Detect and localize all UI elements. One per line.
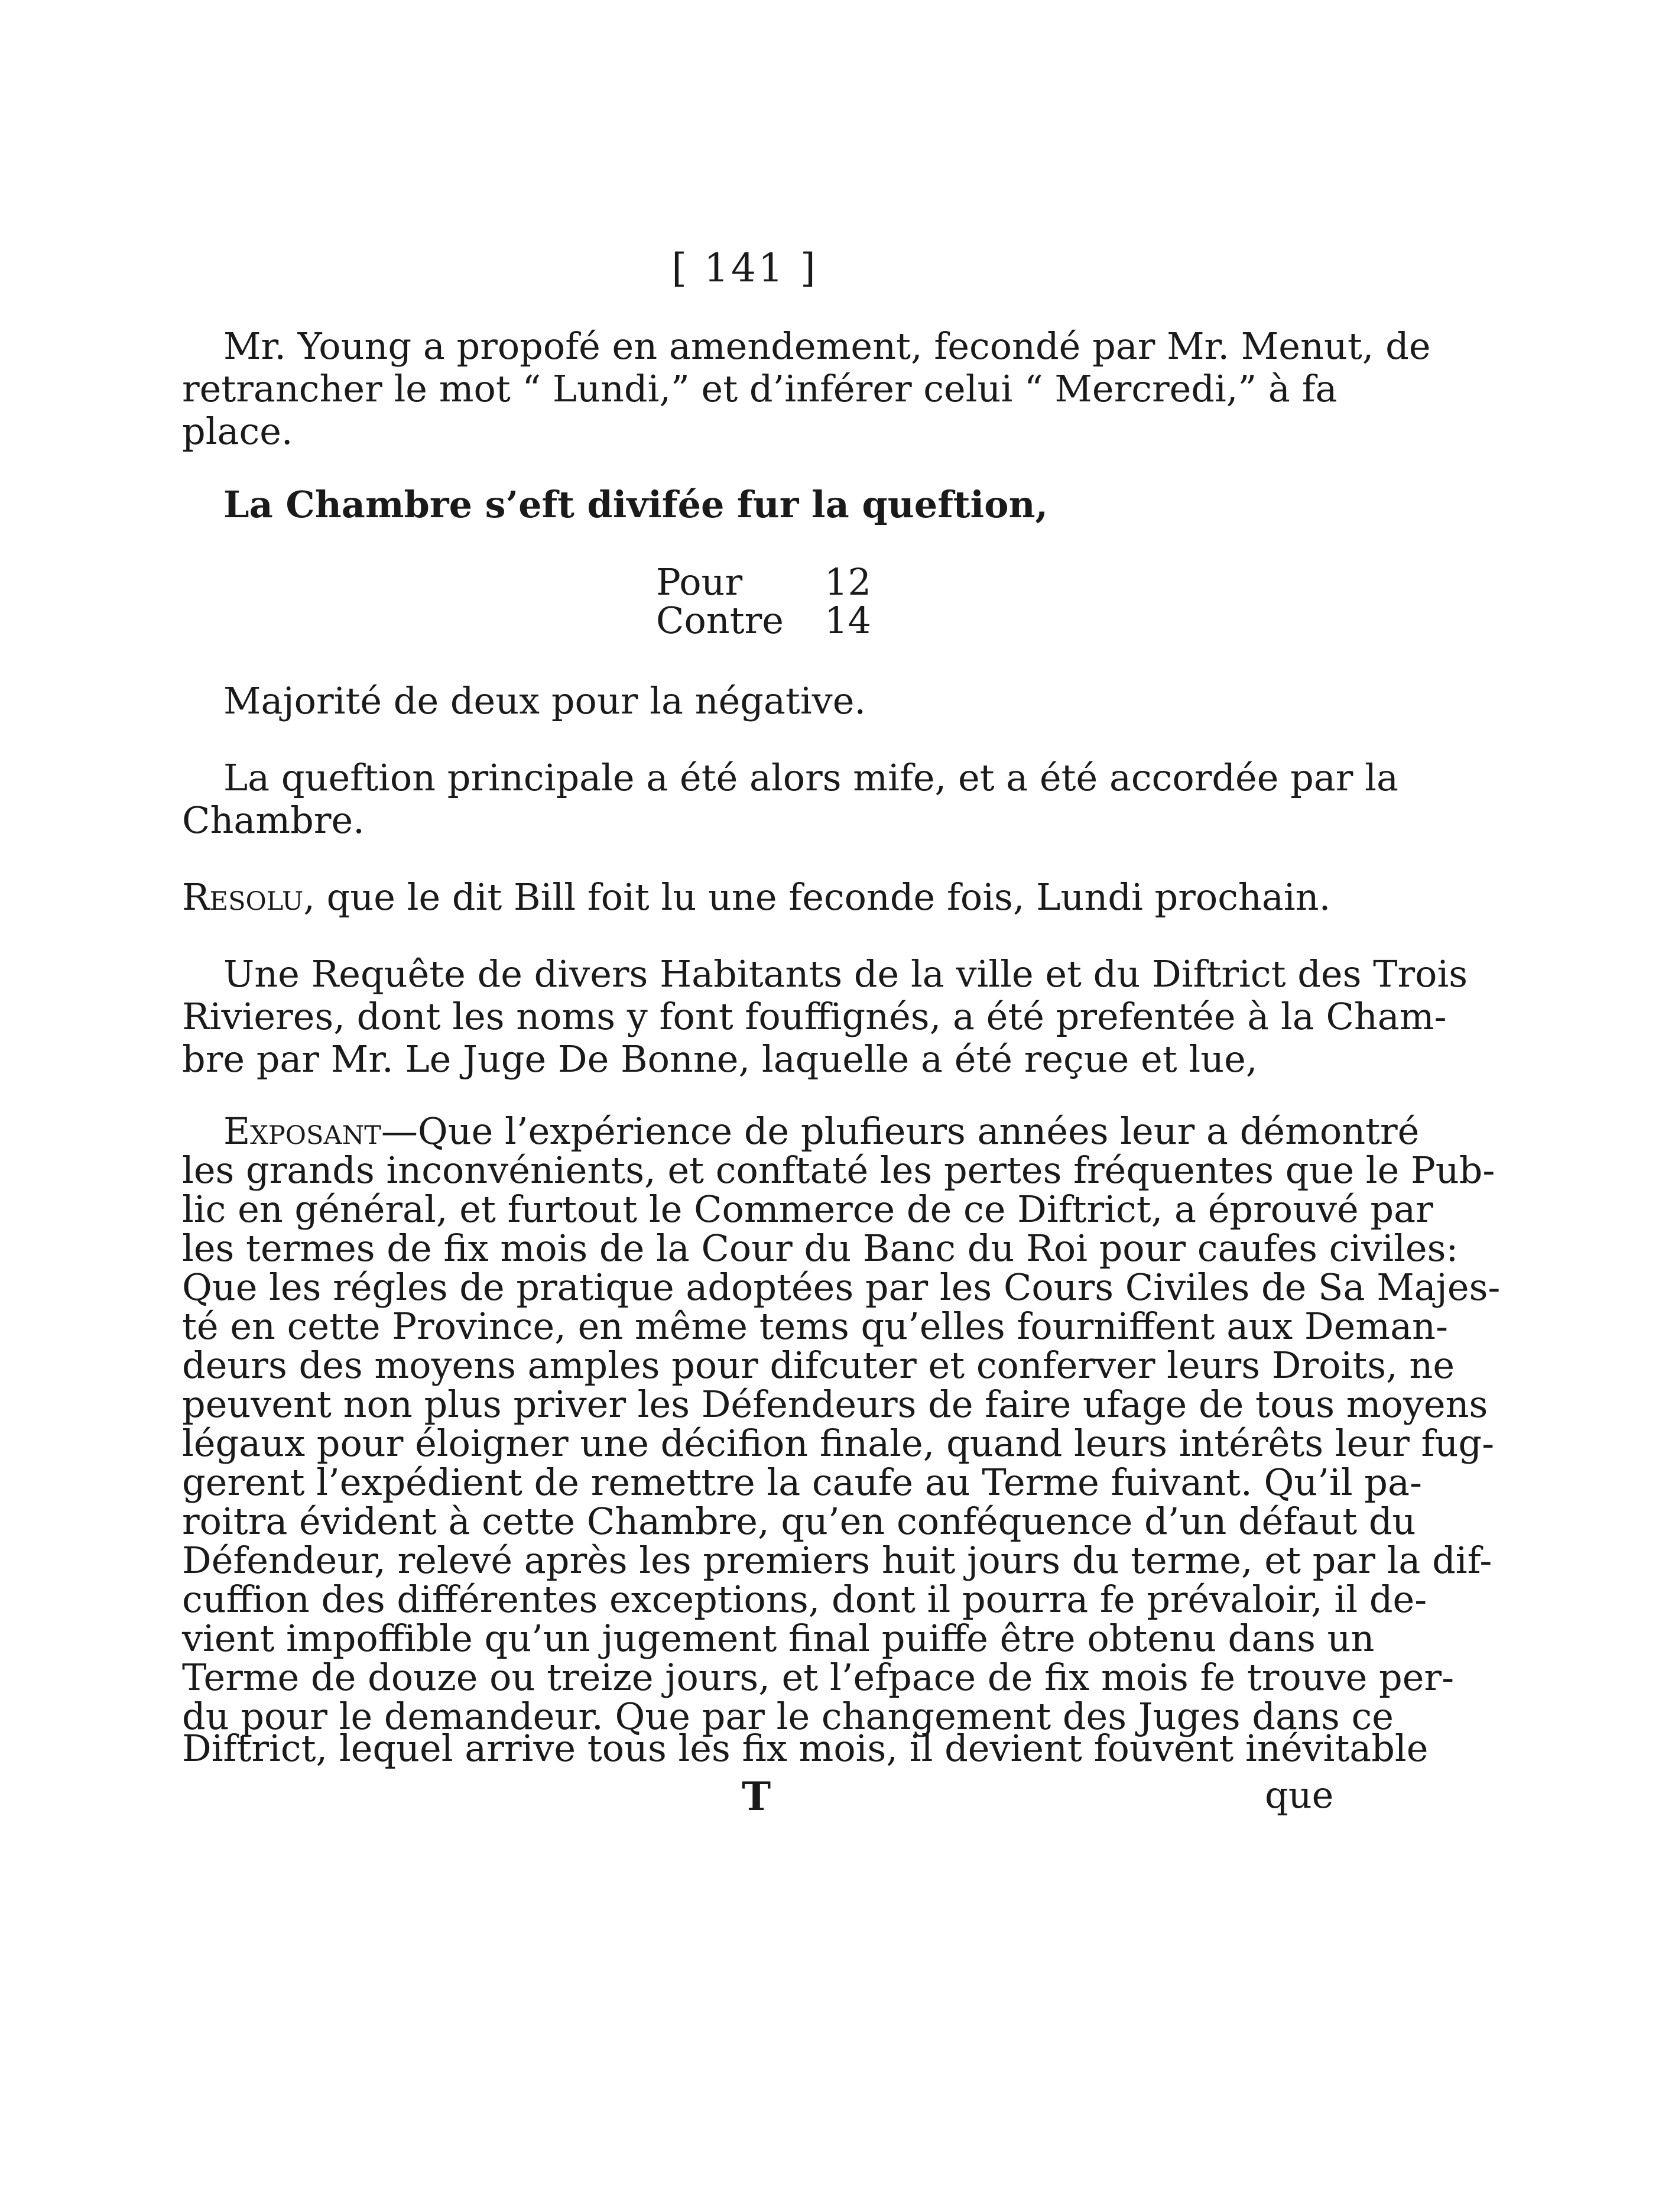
resolu-line <box>182 875 1331 919</box>
vote-pour-value: 12 <box>824 560 871 604</box>
page-number: [ 141 ] <box>671 245 818 291</box>
catchword: que <box>1265 1773 1334 1817</box>
text-line: du pour le demandeur. Que par le changement des Juges dans ce <box>182 1695 1394 1738</box>
vote-contre-label: Contre <box>656 599 784 642</box>
exposant-lead: Exposant <box>223 1110 381 1153</box>
text-line: Mr. Young a propofé en amendement, fecondé par Mr. Menut, de <box>223 325 1431 368</box>
text-line: place. <box>182 410 293 453</box>
text-line: Une Requête de divers Habitants de la ville et du Diftrict des Trois <box>223 952 1468 995</box>
text-line: les termes de fix mois de la Cour du Banc du Roi pour caufes civiles: <box>182 1227 1459 1270</box>
text-line: retrancher le mot “ Lundi,” et d’inférer celui “ Mercredi,” à fa <box>182 367 1338 410</box>
majority-line: Majorité de deux pour la négative. <box>223 679 866 722</box>
text-line: Chambre. <box>182 799 365 842</box>
resolu-text: que le dit Bill foit lu une feconde fois, Lundi prochain. <box>314 875 1331 919</box>
text-line: peuvent non plus priver les Défendeurs de faire ufage de tous moyens <box>182 1383 1488 1426</box>
division-line: La Chambre s’eft divifée fur la queftion, <box>223 483 1049 526</box>
text-line: té en cette Province, en même tems qu’elles fourniffent aux Deman- <box>182 1305 1448 1348</box>
text-line: Diftrict, lequel arrive tous les fix mois, il devient fouvent inévitable <box>182 1727 1429 1770</box>
text-line: les grands inconvénients, et conftaté les pertes fréquentes que le Pub- <box>182 1149 1495 1192</box>
signature-mark: T <box>742 1773 771 1819</box>
text-line: Défendeur, relevé après les premiers huit jours du terme, et par la dif- <box>182 1539 1492 1582</box>
vote-contre-value: 14 <box>824 599 871 642</box>
text-line: vient impoffible qu’un jugement final puiffe être obtenu dans un <box>182 1617 1375 1660</box>
resolu-lead: Resolu, <box>182 875 315 919</box>
text-line: gerent l’expédient de remettre la caufe au Terme fuivant. Qu’il pa- <box>182 1461 1422 1504</box>
text-line: La queftion principale a été alors mife, et a été accordée par la <box>223 756 1398 799</box>
text-line: légaux pour éloigner une décifion finale, quand leurs intérêts leur fug- <box>182 1422 1495 1465</box>
text-line: Que les régles de pratique adoptées par les Cours Civiles de Sa Majes- <box>182 1266 1501 1309</box>
text-line: Terme de douze ou treize jours, et l’efpace de fix mois fe trouve per- <box>182 1656 1455 1699</box>
text-line: roitra évident à cette Chambre, qu’en conféquence d’un défaut du <box>182 1500 1416 1543</box>
text-line: lic en général, et furtout le Commerce de ce Diftrict, a éprouvé par <box>182 1188 1433 1231</box>
text-segment: —Que l’expérience de plufieurs années leur a démontré <box>381 1110 1420 1153</box>
text-line: Rivieres, dont les noms y font fouffignés, a été prefentée à la Cham- <box>182 995 1447 1038</box>
text-line: deurs des moyens amples pour difcuter et conferver leurs Droits, ne <box>182 1344 1455 1387</box>
text-line <box>223 1110 1420 1153</box>
text-line: bre par Mr. Le Juge De Bonne, laquelle a été reçue et lue, <box>182 1037 1258 1081</box>
vote-pour-label: Pour <box>656 560 743 604</box>
text-line: cuffion des différentes exceptions, dont il pourra fe prévaloir, il de- <box>182 1578 1427 1621</box>
